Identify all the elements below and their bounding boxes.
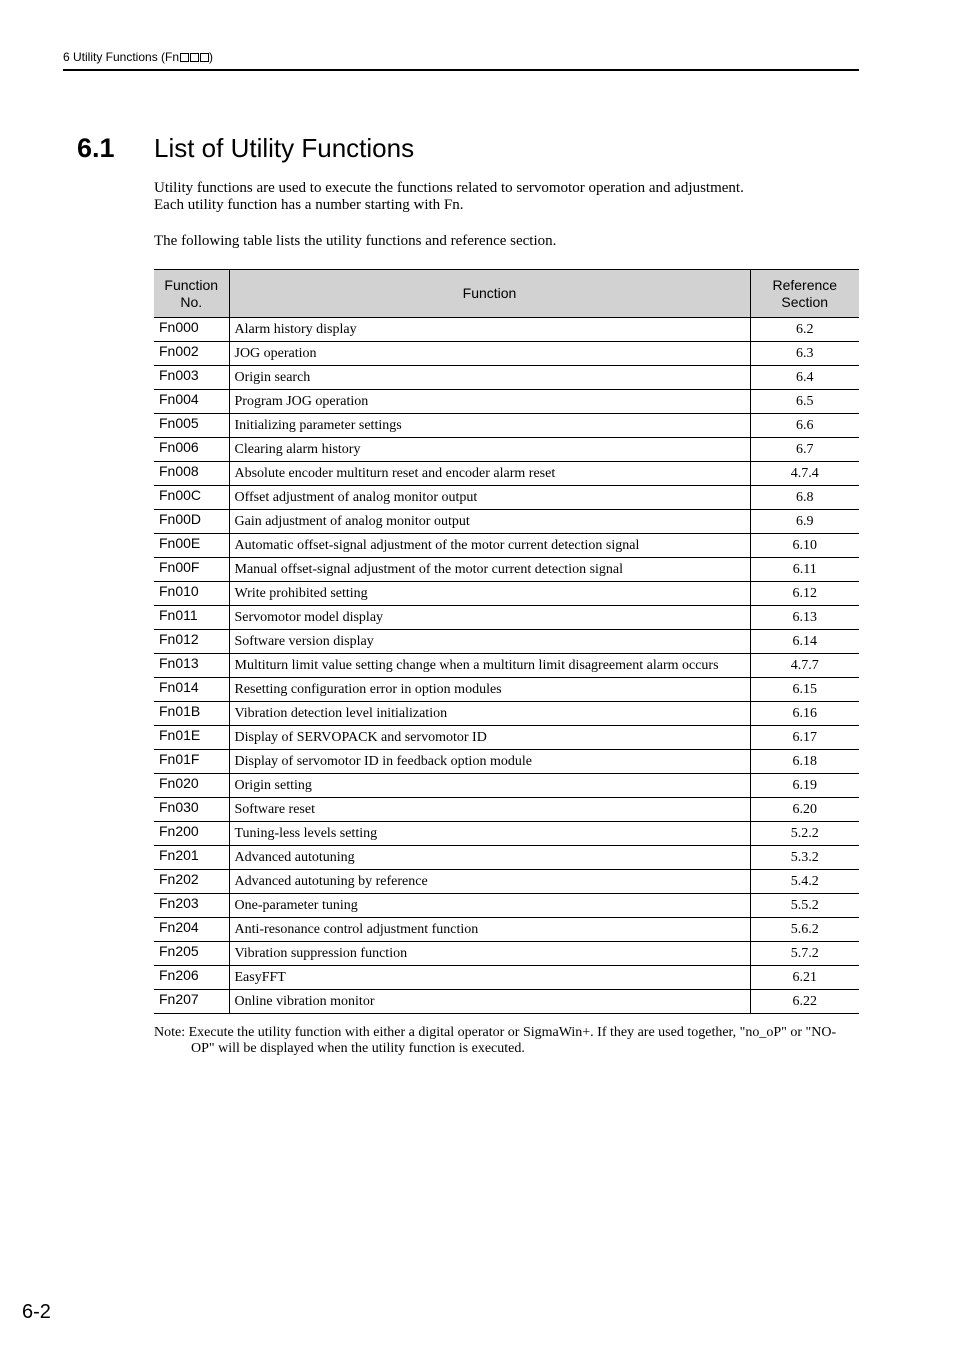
table-row <box>154 798 859 822</box>
function-name-cell: Offset adjustment of analog monitor output <box>229 486 750 510</box>
function-no-cell: Fn006 <box>154 438 229 462</box>
function-name-cell: Software reset <box>229 798 750 822</box>
table-note <box>154 1025 859 1057</box>
section-title: List of Utility Functions <box>154 133 415 163</box>
function-name-cell: Origin search <box>229 366 750 390</box>
reference-section-cell: 6.13 <box>750 606 859 630</box>
reference-section-cell: 5.5.2 <box>750 894 859 918</box>
function-name-cell: Display of servomotor ID in feedback option module <box>229 750 750 774</box>
function-name-cell: Automatic offset-signal adjustment of the motor current detection signal <box>229 534 750 558</box>
function-name-cell: Advanced autotuning by reference <box>229 870 750 894</box>
reference-section-cell: 5.3.2 <box>750 846 859 870</box>
placeholder-box-icon <box>200 53 209 62</box>
function-name-cell: One-parameter tuning <box>229 894 750 918</box>
reference-section-cell: 6.5 <box>750 390 859 414</box>
reference-section-cell: 6.7 <box>750 438 859 462</box>
table-row <box>154 342 859 366</box>
function-name-cell: EasyFFT <box>229 966 750 990</box>
function-name-cell: Servomotor model display <box>229 606 750 630</box>
table-row <box>154 894 859 918</box>
section-number: 6.1 <box>77 133 115 163</box>
function-name-cell: Resetting configuration error in option modules <box>229 678 750 702</box>
function-no-cell: Fn207 <box>154 990 229 1014</box>
function-name-cell: Alarm history display <box>229 318 750 342</box>
table-row <box>154 942 859 966</box>
reference-section-cell: 6.21 <box>750 966 859 990</box>
reference-section-cell: 6.15 <box>750 678 859 702</box>
function-name-cell: Anti-resonance control adjustment function <box>229 918 750 942</box>
table-row <box>154 702 859 726</box>
running-head-suffix: ) <box>209 50 214 64</box>
table-row <box>154 486 859 510</box>
function-no-cell: Fn202 <box>154 870 229 894</box>
table-header-row <box>154 270 859 318</box>
table-row <box>154 990 859 1014</box>
reference-section-cell: 6.4 <box>750 366 859 390</box>
function-no-cell: Fn013 <box>154 654 229 678</box>
function-no-cell: Fn00E <box>154 534 229 558</box>
reference-section-cell: 6.14 <box>750 630 859 654</box>
function-no-cell: Fn205 <box>154 942 229 966</box>
function-name-cell: Absolute encoder multiturn reset and encoder alarm reset <box>229 462 750 486</box>
table-row <box>154 366 859 390</box>
reference-section-cell: 4.7.4 <box>750 462 859 486</box>
note-line-1: Note: Execute the utility function with either a digital operator or SigmaWin+. If they are used together, "no_oP" or "NO- <box>154 1025 837 1040</box>
note-line-2: OP" will be displayed when the utility function is executed. <box>191 1041 525 1056</box>
table-row <box>154 414 859 438</box>
reference-section-cell: 6.10 <box>750 534 859 558</box>
reference-section-cell: 6.12 <box>750 582 859 606</box>
function-name-cell: Vibration suppression function <box>229 942 750 966</box>
function-name-cell: Online vibration monitor <box>229 990 750 1014</box>
function-no-cell: Fn012 <box>154 630 229 654</box>
header-rule <box>63 69 859 71</box>
reference-section-cell: 6.16 <box>750 702 859 726</box>
reference-section-cell: 5.6.2 <box>750 918 859 942</box>
table-row <box>154 822 859 846</box>
function-no-cell: Fn00D <box>154 510 229 534</box>
function-no-cell: Fn000 <box>154 318 229 342</box>
function-no-cell: Fn030 <box>154 798 229 822</box>
page-number: 6-2 <box>22 1301 51 1323</box>
reference-section-cell: 6.20 <box>750 798 859 822</box>
function-no-cell: Fn010 <box>154 582 229 606</box>
table-row <box>154 558 859 582</box>
reference-section-cell: 4.7.7 <box>750 654 859 678</box>
reference-section-cell: 6.2 <box>750 318 859 342</box>
function-name-cell: Software version display <box>229 630 750 654</box>
placeholder-box-icon <box>180 53 189 62</box>
reference-section-cell: 6.3 <box>750 342 859 366</box>
running-head <box>63 50 213 64</box>
function-name-cell: JOG operation <box>229 342 750 366</box>
reference-section-cell: 5.4.2 <box>750 870 859 894</box>
reference-section-cell: 6.6 <box>750 414 859 438</box>
header-function-no: Function No. <box>154 270 229 318</box>
reference-section-cell: 6.9 <box>750 510 859 534</box>
function-name-cell: Vibration detection level initialization <box>229 702 750 726</box>
table-row <box>154 606 859 630</box>
table-row <box>154 678 859 702</box>
function-name-cell: Multiturn limit value setting change when a multiturn limit disagreement alarm occurs <box>229 654 750 678</box>
function-no-cell: Fn200 <box>154 822 229 846</box>
table-row <box>154 966 859 990</box>
header-reference-section: Reference Section <box>750 270 859 318</box>
table-row <box>154 510 859 534</box>
function-no-cell: Fn003 <box>154 366 229 390</box>
function-no-cell: Fn00C <box>154 486 229 510</box>
placeholder-box-icon <box>190 53 199 62</box>
reference-section-cell: 6.11 <box>750 558 859 582</box>
intro-paragraph-line-3: The following table lists the utility functions and reference section. <box>154 233 557 249</box>
function-name-cell: Gain adjustment of analog monitor output <box>229 510 750 534</box>
reference-section-cell: 6.22 <box>750 990 859 1014</box>
function-no-cell: Fn01F <box>154 750 229 774</box>
table-row <box>154 438 859 462</box>
table-row <box>154 534 859 558</box>
table-row <box>154 462 859 486</box>
function-no-cell: Fn004 <box>154 390 229 414</box>
reference-section-cell: 6.18 <box>750 750 859 774</box>
function-name-cell: Clearing alarm history <box>229 438 750 462</box>
utility-functions-table <box>154 269 859 1014</box>
function-no-cell: Fn011 <box>154 606 229 630</box>
table-row <box>154 846 859 870</box>
function-name-cell: Initializing parameter settings <box>229 414 750 438</box>
function-name-cell: Tuning-less levels setting <box>229 822 750 846</box>
reference-section-cell: 5.2.2 <box>750 822 859 846</box>
table-row <box>154 318 859 342</box>
function-name-cell: Display of SERVOPACK and servomotor ID <box>229 726 750 750</box>
function-no-cell: Fn00F <box>154 558 229 582</box>
function-no-cell: Fn008 <box>154 462 229 486</box>
function-no-cell: Fn01E <box>154 726 229 750</box>
running-head-title: 6 Utility Functions (Fn <box>63 50 180 64</box>
table-row <box>154 918 859 942</box>
reference-section-cell: 6.19 <box>750 774 859 798</box>
table-row <box>154 630 859 654</box>
function-no-cell: Fn002 <box>154 342 229 366</box>
reference-section-cell: 6.17 <box>750 726 859 750</box>
intro-paragraph-line-1: Utility functions are used to execute the functions related to servomotor operation and adjustment. <box>154 180 744 196</box>
reference-section-cell: 6.8 <box>750 486 859 510</box>
function-name-cell: Origin setting <box>229 774 750 798</box>
intro-paragraph-line-2: Each utility function has a number starting with Fn. <box>154 197 464 213</box>
function-no-cell: Fn014 <box>154 678 229 702</box>
function-no-cell: Fn01B <box>154 702 229 726</box>
table-row <box>154 390 859 414</box>
table-row <box>154 654 859 678</box>
function-name-cell: Manual offset-signal adjustment of the motor current detection signal <box>229 558 750 582</box>
function-no-cell: Fn005 <box>154 414 229 438</box>
function-no-cell: Fn204 <box>154 918 229 942</box>
function-no-cell: Fn206 <box>154 966 229 990</box>
function-name-cell: Program JOG operation <box>229 390 750 414</box>
function-no-cell: Fn203 <box>154 894 229 918</box>
header-function: Function <box>229 270 750 318</box>
function-no-cell: Fn201 <box>154 846 229 870</box>
table-row <box>154 726 859 750</box>
table-row <box>154 582 859 606</box>
function-name-cell: Advanced autotuning <box>229 846 750 870</box>
table-row <box>154 774 859 798</box>
table-row <box>154 870 859 894</box>
function-name-cell: Write prohibited setting <box>229 582 750 606</box>
function-no-cell: Fn020 <box>154 774 229 798</box>
reference-section-cell: 5.7.2 <box>750 942 859 966</box>
table-row <box>154 750 859 774</box>
